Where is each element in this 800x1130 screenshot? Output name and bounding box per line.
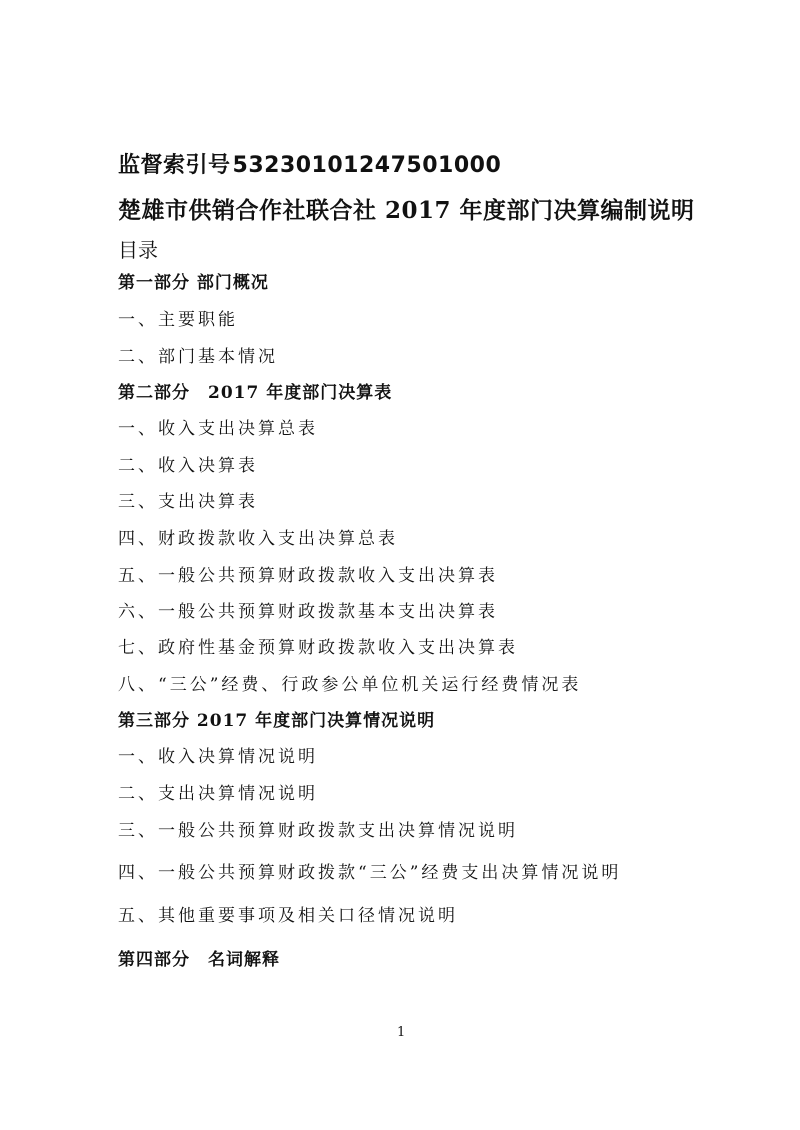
toc-item: 四、一般公共预算财政拨款“三公”经费支出决算情况说明 bbox=[118, 863, 622, 883]
toc-item: 二、部门基本情况 bbox=[118, 347, 278, 367]
toc-item: 四、财政拨款收入支出决算总表 bbox=[118, 529, 398, 549]
index-label: 监督索引号 bbox=[118, 153, 231, 178]
toc-part-4-title: 第四部分 名词解释 bbox=[118, 950, 280, 970]
toc-item: 一、主要职能 bbox=[118, 310, 238, 330]
toc-item: 三、一般公共预算财政拨款支出决算情况说明 bbox=[118, 821, 518, 841]
toc-item: 二、收入决算表 bbox=[118, 456, 258, 476]
document-title: 楚雄市供销合作社联合社 2017 年度部门决算编制说明 bbox=[118, 197, 695, 224]
toc-item: 八、“三公”经费、行政参公单位机关运行经费情况表 bbox=[118, 675, 582, 695]
toc-item: 五、其他重要事项及相关口径情况说明 bbox=[118, 906, 458, 926]
toc-item: 二、支出决算情况说明 bbox=[118, 784, 318, 804]
toc-item: 五、一般公共预算财政拨款收入支出决算表 bbox=[118, 566, 498, 586]
toc-item: 一、收入决算情况说明 bbox=[118, 747, 318, 767]
index-number: 53230101247501000 bbox=[232, 153, 502, 178]
toc-item: 六、一般公共预算财政拨款基本支出决算表 bbox=[118, 602, 498, 622]
toc-part-2-title: 第二部分 2017 年度部门决算表 bbox=[118, 383, 393, 403]
toc-item: 一、收入支出决算总表 bbox=[118, 419, 318, 439]
toc-item: 七、政府性基金预算财政拨款收入支出决算表 bbox=[118, 638, 518, 658]
toc-part-3-title: 第三部分 2017 年度部门决算情况说明 bbox=[118, 711, 436, 731]
toc-part-1-title: 第一部分 部门概况 bbox=[118, 273, 269, 293]
toc-item: 三、支出决算表 bbox=[118, 492, 258, 512]
toc-heading: 目录 bbox=[118, 238, 158, 262]
supervision-index-line bbox=[118, 148, 501, 179]
page-number: 1 bbox=[397, 1025, 406, 1040]
